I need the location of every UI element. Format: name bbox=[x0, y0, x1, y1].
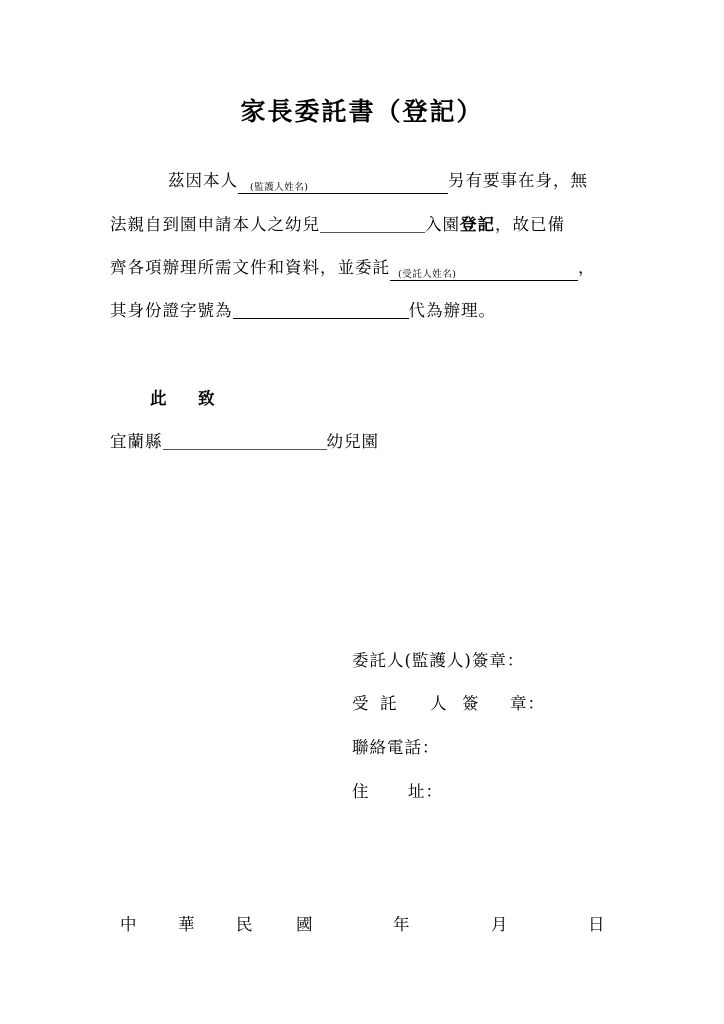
line1-tail: 另有要事在身，無 bbox=[448, 171, 588, 190]
agent-name-hint: (受託人姓名) bbox=[398, 269, 457, 280]
line3-lead: 齊各項辦理所需文件和資料，並委託 bbox=[110, 258, 390, 277]
paragraph-line-3 bbox=[110, 254, 596, 281]
line3-tail: ， bbox=[578, 258, 596, 277]
address-label bbox=[352, 778, 472, 800]
date-char-guo: 國 bbox=[296, 915, 313, 934]
kindergarten-name-field[interactable] bbox=[163, 430, 327, 450]
paragraph-line-2 bbox=[110, 211, 565, 235]
recipient-line bbox=[110, 428, 379, 452]
agent-char-1: 受 bbox=[352, 694, 370, 713]
line2-lead: 法親自到園申請本人之幼兒 bbox=[110, 215, 320, 234]
guardian-name-hint: (監護人姓名) bbox=[250, 182, 309, 193]
agent-id-field[interactable] bbox=[233, 299, 409, 319]
date-line bbox=[0, 911, 724, 935]
address-char-2: 址： bbox=[408, 782, 443, 801]
line1-lead: 茲因本人 bbox=[168, 171, 238, 190]
date-char-hua: 華 bbox=[178, 915, 195, 934]
recipient-tail: 幼兒園 bbox=[326, 432, 379, 451]
line2-mid: 入園 bbox=[425, 215, 460, 234]
phone-label: 聯絡電話： bbox=[352, 738, 440, 757]
date-year-label: 年 bbox=[393, 915, 410, 934]
paragraph-line-1 bbox=[168, 167, 588, 194]
salutation-zhi: 致 bbox=[198, 389, 216, 408]
address-char-1: 住 bbox=[352, 782, 370, 801]
line2-tail: ，故已備 bbox=[495, 215, 565, 234]
paragraph-line-4 bbox=[110, 297, 496, 321]
recipient-lead: 宜蘭縣 bbox=[110, 432, 163, 451]
principal-signature-label: 委託人(監護人)簽章： bbox=[352, 651, 525, 670]
line4-tail: 代為辦理。 bbox=[408, 301, 496, 320]
date-char-min: 民 bbox=[236, 915, 253, 934]
line2-bold: 登記 bbox=[460, 215, 495, 234]
line4-lead: 其身份證字號為 bbox=[110, 301, 233, 320]
agent-signature-label bbox=[352, 690, 552, 712]
document-title: 家長委託書（登記） bbox=[240, 97, 484, 126]
agent-char-2: 託 bbox=[380, 694, 398, 713]
date-month-label: 月 bbox=[491, 915, 508, 934]
date-char-zhong: 中 bbox=[120, 915, 137, 934]
agent-char-4: 簽 bbox=[462, 694, 480, 713]
child-name-field[interactable] bbox=[320, 213, 425, 233]
agent-char-5: 章： bbox=[510, 694, 545, 713]
agent-char-3: 人 bbox=[430, 694, 448, 713]
date-day-label: 日 bbox=[588, 915, 605, 934]
agent-name-field[interactable] bbox=[390, 261, 578, 281]
salutation-ci: 此 bbox=[150, 389, 168, 408]
guardian-name-field[interactable] bbox=[238, 174, 448, 194]
